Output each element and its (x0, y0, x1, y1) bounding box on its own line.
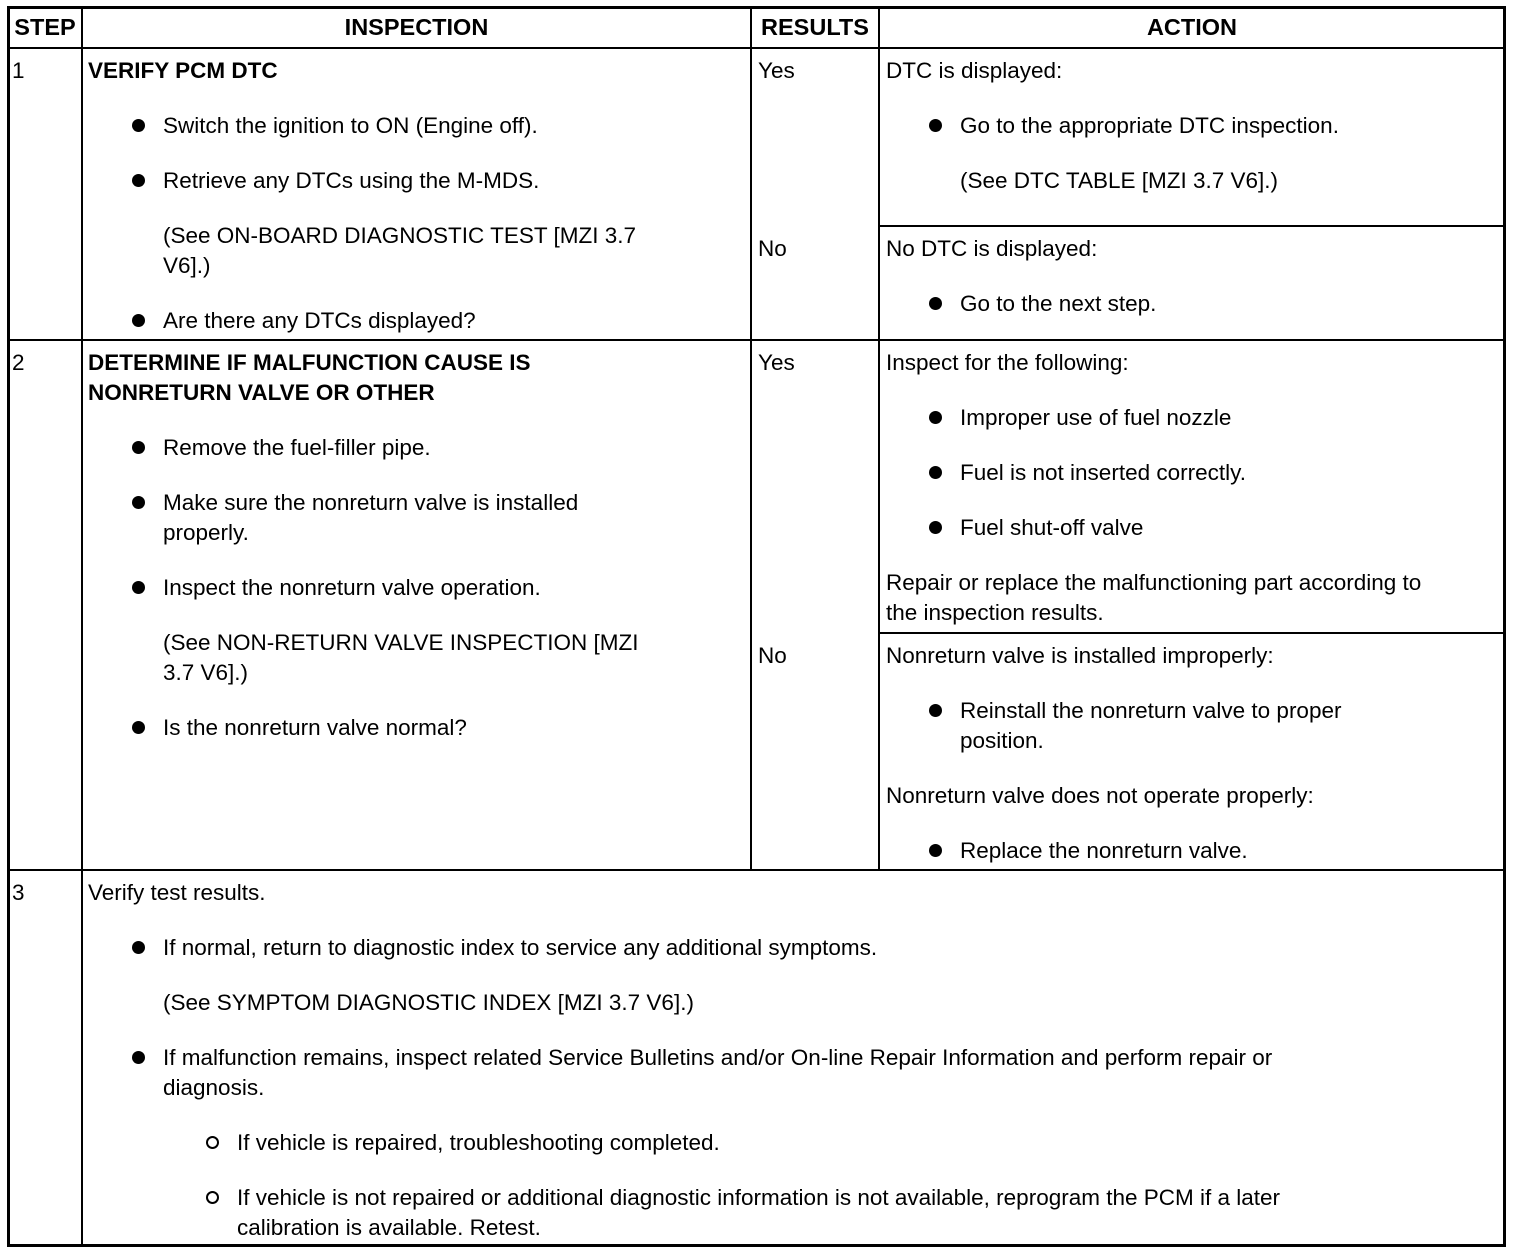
step-title: DETERMINE IF MALFUNCTION CAUSE IS (88, 350, 531, 375)
reference-text: (See SYMPTOM DIAGNOSTIC INDEX [MZI 3.7 V6].) (163, 990, 694, 1015)
action-note: Repair or replace the malfunctioning part according to (886, 570, 1422, 595)
action-lead: DTC is displayed: (886, 58, 1063, 83)
action-item: Go to the appropriate DTC inspection. (960, 113, 1339, 138)
bullet-icon (132, 721, 145, 734)
bullet-icon (929, 411, 942, 424)
action-item: Improper use of fuel nozzle (960, 405, 1232, 430)
bullet-icon (132, 441, 145, 454)
header-inspection: INSPECTION (344, 14, 489, 40)
rule-header (7, 47, 1506, 49)
step-intro: Verify test results. (88, 880, 266, 905)
inspection-question: Are there any DTCs displayed? (163, 308, 476, 333)
action-item: Reinstall the nonreturn valve to proper (960, 698, 1342, 723)
bullet-icon (132, 174, 145, 187)
step-number: 1 (12, 58, 25, 83)
sub-bullet-icon (206, 1191, 219, 1204)
rule-step2-end (7, 869, 1506, 871)
action-lead: Nonreturn valve is installed improperly: (886, 643, 1274, 668)
action-item: Fuel is not inserted correctly. (960, 460, 1246, 485)
step-number: 2 (12, 350, 25, 375)
inspection-item: Switch the ignition to ON (Engine off). (163, 113, 538, 138)
reference-text: (See ON-BOARD DIAGNOSTIC TEST [MZI 3.7 (163, 223, 637, 248)
action-item: position. (960, 728, 1044, 753)
bullet-icon (132, 496, 145, 509)
rule-step2-split (880, 632, 1506, 634)
inspection-item: Inspect the nonreturn valve operation. (163, 575, 541, 600)
sub-bullet-icon (206, 1136, 219, 1149)
reference-text: (See NON-RETURN VALVE INSPECTION [MZI (163, 630, 639, 655)
inspection-item: Remove the fuel-filler pipe. (163, 435, 431, 460)
result-yes: Yes (758, 58, 795, 83)
bullet-icon (929, 297, 942, 310)
inspection-item: properly. (163, 520, 249, 545)
action-item: Go to the next step. (960, 291, 1157, 316)
inspection-item: Retrieve any DTCs using the M-MDS. (163, 168, 540, 193)
bullet-icon (929, 704, 942, 717)
verify-subitem: If vehicle is not repaired or additional diagnostic information is not available, reprogram the PCM if a later (237, 1185, 1281, 1210)
rule-col-inspection (750, 6, 752, 870)
bullet-icon (929, 521, 942, 534)
header-step: STEP (14, 14, 76, 40)
action-lead: Nonreturn valve does not operate properly: (886, 783, 1314, 808)
rule-step1-split (880, 225, 1506, 227)
verify-item: If malfunction remains, inspect related Service Bulletins and/or On-line Repair Information and perform repair or (163, 1045, 1273, 1070)
bullet-icon (929, 466, 942, 479)
result-no: No (758, 236, 787, 261)
header-results: RESULTS (761, 14, 869, 40)
action-lead: Inspect for the following: (886, 350, 1129, 375)
inspection-item: Make sure the nonreturn valve is installed (163, 490, 579, 515)
rule-step1-end (7, 339, 1506, 341)
step-title: NONRETURN VALVE OR OTHER (88, 380, 435, 405)
inspection-question: Is the nonreturn valve normal? (163, 715, 467, 740)
header-action: ACTION (1146, 14, 1238, 40)
action-note: the inspection results. (886, 600, 1104, 625)
result-yes: Yes (758, 350, 795, 375)
bullet-icon (132, 1051, 145, 1064)
verify-item: diagnosis. (163, 1075, 265, 1100)
bullet-icon (929, 119, 942, 132)
bullet-icon (132, 119, 145, 132)
step-number: 3 (12, 880, 25, 905)
verify-item: If normal, return to diagnostic index to service any additional symptoms. (163, 935, 878, 960)
verify-subitem: calibration is available. Retest. (237, 1215, 541, 1240)
bullet-icon (929, 844, 942, 857)
bullet-icon (132, 314, 145, 327)
reference-text: 3.7 V6].) (163, 660, 249, 685)
rule-col-results (878, 6, 880, 870)
action-item: Fuel shut-off valve (960, 515, 1144, 540)
rule-col-step (81, 6, 83, 1247)
step-title: VERIFY PCM DTC (88, 58, 278, 83)
reference-text: (See DTC TABLE [MZI 3.7 V6].) (960, 168, 1279, 193)
bullet-icon (132, 941, 145, 954)
result-no: No (758, 643, 787, 668)
action-lead: No DTC is displayed: (886, 236, 1098, 261)
reference-text: V6].) (163, 253, 211, 278)
verify-subitem: If vehicle is repaired, troubleshooting completed. (237, 1130, 720, 1155)
bullet-icon (132, 581, 145, 594)
action-item: Replace the nonreturn valve. (960, 838, 1248, 863)
